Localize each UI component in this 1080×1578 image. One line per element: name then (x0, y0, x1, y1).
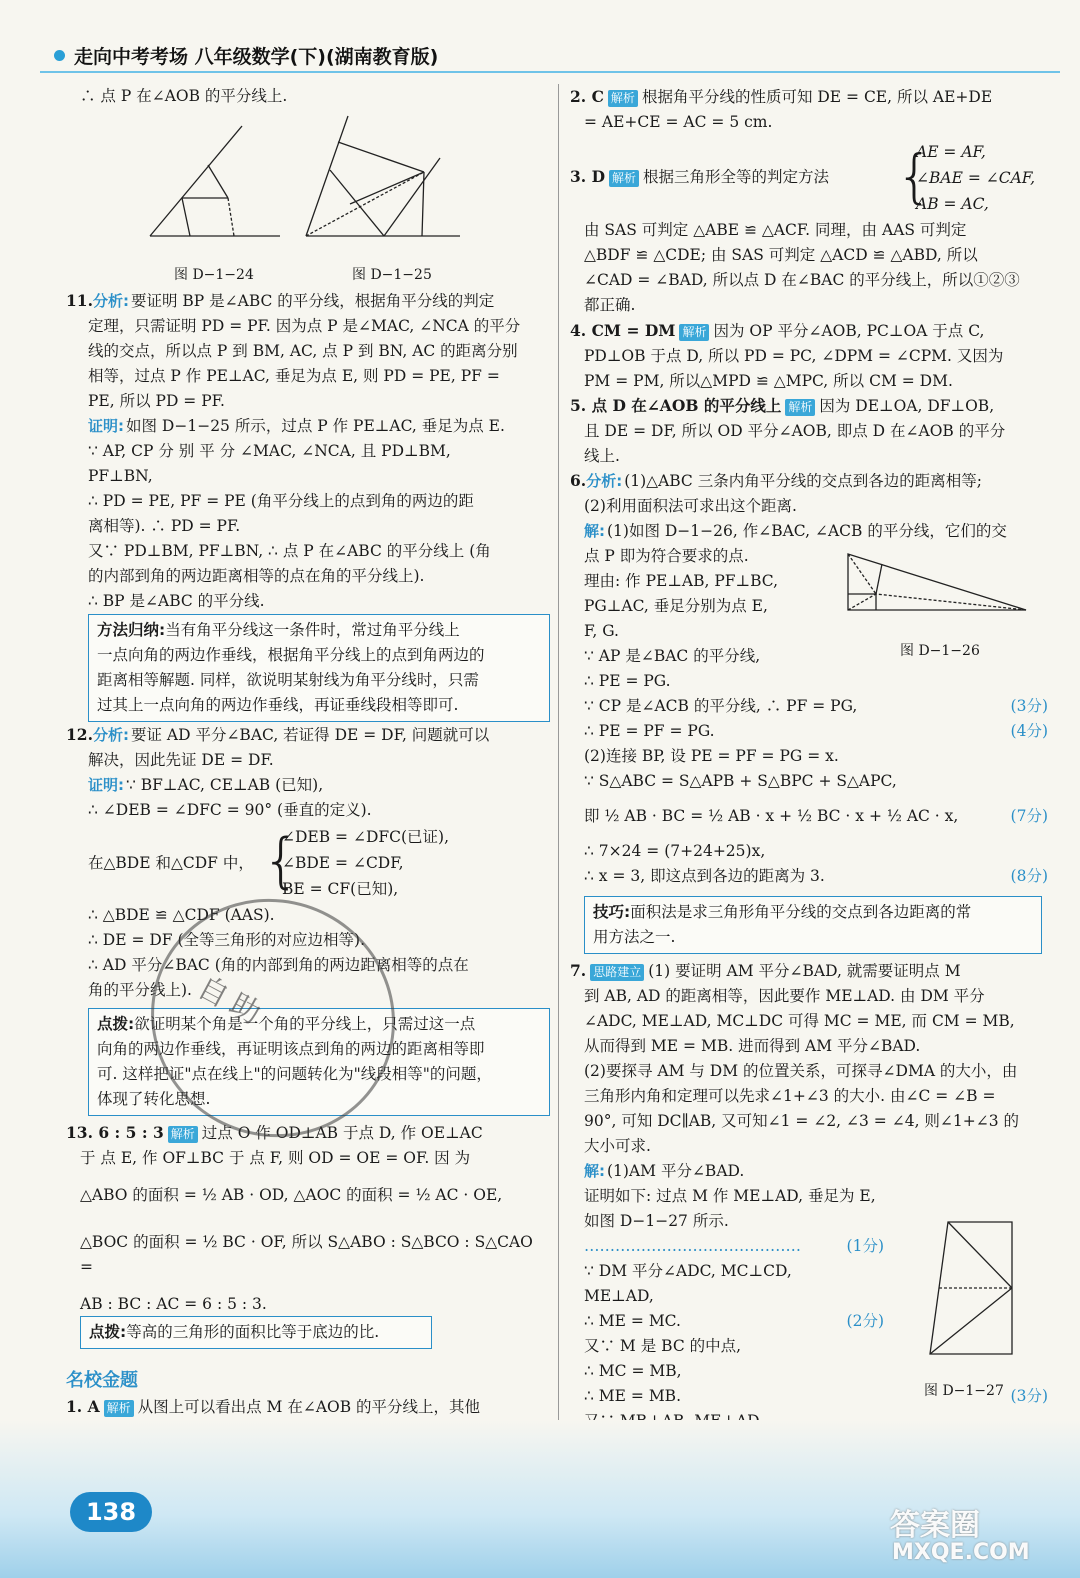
problem-answer: 1. A (66, 1397, 100, 1416)
text-line: △BDF ≌ △CDE; 由 SAS 可判定 △ACD ≌ △ABD, 所以 (584, 246, 978, 264)
text-span: 如图 D−1−25 所示，过点 P 作 PE⊥AC, 垂足为点 E. (126, 417, 505, 435)
score-mark: (4分) (1010, 722, 1048, 740)
figure-d-1-25 (300, 110, 470, 256)
text-line: 三角形内角和定理可以先求∠1+∠3 的大小. 由∠C = ∠B = (584, 1087, 996, 1105)
text-line: 且 DE = DF, 所以 OD 平分∠AOB, 即点 D 在∠AOB 的平分 (584, 422, 1006, 440)
text-span: 过点 O 作 OD⊥AB 于点 D, 作 OE⊥AC (201, 1124, 483, 1142)
text-span: 根据角平分线的性质可知 DE = CE, 所以 AE+DE (641, 88, 993, 106)
text-line (570, 1159, 1048, 1184)
text-line (570, 958, 1048, 984)
text-line: ∴ DE = DF (全等三角形的对应边相等). (88, 931, 366, 949)
text-line: △BOC 的面积 = ½ BC · OF, 所以 S△ABO : S△BCO : S△CAO = (80, 1233, 533, 1276)
box-title: 技巧: (593, 903, 631, 921)
analysis-tag: 分析: (92, 726, 129, 744)
analysis-tag: 分析: (92, 292, 129, 310)
score-mark: (1分) (846, 1237, 884, 1255)
watermark-url: MXQE.COM (892, 1540, 1030, 1565)
idea-tag: 思路建立 (590, 964, 644, 981)
text-line (570, 719, 1048, 744)
text-span: 等高的三角形的面积比等于底边的比. (126, 1323, 380, 1341)
brace-icon: { (896, 142, 933, 210)
brace-icon: { (262, 826, 301, 896)
text-line (570, 1234, 884, 1259)
problem-11 (66, 288, 548, 614)
text-line: PG⊥AC, 垂足分别为点 E, (584, 597, 768, 615)
box-title: 点拨: (97, 1015, 135, 1033)
technique-box (584, 896, 1042, 954)
text-line: 的内部到角的两边距离相等的点在角的平分线上). (88, 567, 425, 585)
explanation-tag: 解析 (785, 399, 815, 416)
score-mark: (2分) (846, 1312, 884, 1330)
text-line (89, 1320, 423, 1345)
text-line (66, 773, 548, 798)
problem-4 (570, 318, 1048, 394)
text-span: AB = AC, (916, 195, 989, 213)
text-line: (2)连接 BP, 设 PE = PF = PG = x. (584, 747, 839, 765)
stamp-text: 自助 (191, 969, 272, 1035)
text-line: 解决，因此先证 DE = DF. (88, 751, 274, 769)
text-span: ∴ x = 3, 即这点到各边的距离为 3. (584, 867, 825, 885)
text-span: 面积法是求三角形角平分线的交点到各边距离的常 (630, 903, 972, 921)
text-span: (1) 要证明 AM 平分∠BAD, 就需要证明点 M (648, 962, 961, 980)
text-line: 大小可求. (584, 1137, 651, 1155)
text-line: 离相等). ∴ PD = PF. (88, 517, 241, 535)
text-line: = AE+CE = AC = 5 cm. (584, 113, 773, 131)
text-line: 又∵ M 是 BC 的中点, (584, 1337, 742, 1355)
text-line: ∵ AP 是∠BAC 的平分线, (584, 647, 761, 665)
text-line: 从而得到 ME = MB. 进而得到 AM 平分∠BAD. (584, 1037, 921, 1055)
text-line: AB : BC : AC = 6 : 5 : 3. (80, 1295, 267, 1313)
figure-caption: 图 D−1−26 (900, 643, 980, 659)
text-line: 角的平分线上). (88, 981, 192, 999)
text-line: 定理，只需证明 PD = PF. 因为点 P 是∠MAC, ∠NCA 的平分 (88, 317, 521, 335)
figure-d-1-27 (918, 1214, 1028, 1364)
text-span: 即 ½ AB · BC = ½ AB · x + ½ BC · x + ½ AC · x, (584, 807, 959, 825)
text-line: PD⊥OB 于点 D, 所以 PD = PC, ∠DPM = ∠CPM. 又因为 (584, 347, 1004, 365)
text-span: ∴ PE = PF = PG. (584, 722, 715, 740)
text-span: 要证 AD 平分∠BAC, 若证得 DE = DF, 问题就可以 (130, 726, 490, 744)
text-line: 如图 D−1−27 所示. (584, 1212, 729, 1230)
problem-answer: 3. D (570, 167, 606, 186)
text-line (570, 318, 1048, 344)
text-line (66, 722, 548, 748)
score-mark: (7分) (1010, 807, 1048, 825)
text-line (570, 393, 1048, 419)
text-line: 用方法之一. (593, 928, 676, 946)
text-line: PF⊥BN, (88, 467, 153, 485)
text-span: 当有角平分线这一条件时，常过角平分线上 (165, 621, 460, 639)
method-summary-box (88, 614, 550, 722)
explanation-tag: 解析 (609, 170, 639, 187)
explanation-tag: 解析 (679, 324, 709, 341)
score-mark: (3分) (1010, 1387, 1048, 1405)
text-line: (2)要探寻 AM 与 DM 的位置关系，可探寻∠DMA 的大小，由 (584, 1062, 1018, 1080)
score-mark: (3分) (1010, 697, 1048, 715)
text-line (570, 694, 1048, 719)
text-span: ∴ ME = MB. (584, 1387, 682, 1405)
text-line: ∴ PD = PE, PF = PE (角平分线上的点到角的两边的距 (88, 492, 474, 510)
problem-number: 12. (66, 725, 93, 744)
text-line: ∵ S△ABC = S△APB + S△BPC + S△APC, (584, 772, 897, 790)
text-line (97, 618, 541, 643)
figure-caption: 图 D−1−25 (352, 267, 432, 283)
explanation-tag: 解析 (168, 1126, 198, 1143)
text-span: 在△BDE 和△CDF 中， (88, 854, 254, 872)
text-line: 体现了转化思想. (97, 1090, 211, 1108)
text-span: 欲证明某个角是一个角的平分线上，只需过这一点 (134, 1015, 476, 1033)
text-line: 90°, 可知 DC∥AB, 又可知∠1 = ∠2, ∠3 = ∠4, 则∠1+∠3 的 (584, 1112, 1020, 1130)
text-span: 因为 OP 平分∠AOB, PC⊥OA 于点 C, (713, 322, 985, 340)
problem-answer: 4. CM = DM (570, 321, 676, 340)
text-line: 过其上一点向角的两边作垂线，再证垂线段相等即可. (97, 696, 459, 714)
text-line: 证明如下: 过点 M 作 ME⊥AD, 垂足为 E, (584, 1187, 876, 1205)
problem-5 (570, 393, 1048, 469)
text-line (66, 1394, 548, 1420)
text-span: BE = CF(已知), (282, 880, 399, 898)
text-line: ∴ BP 是∠ABC 的平分线. (88, 592, 265, 610)
text-line: 可. 这样把证"点在线上"的问题转化为"线段相等"的问题， (97, 1065, 492, 1083)
text-span: ∴ ME = MC. (584, 1312, 681, 1330)
text-line: 距离相等解题. 同样，欲说明某射线为角平分线时，只需 (97, 671, 479, 689)
box-title: 点拨: (89, 1323, 127, 1341)
text-span: 要证明 BP 是∠ABC 的平分线，根据角平分线的判定 (130, 292, 495, 310)
text-span: AE = AF, (916, 143, 986, 161)
text-line: ME⊥AD, (584, 1287, 654, 1305)
problem-3 (570, 140, 1048, 318)
problem-number: 6. (570, 471, 587, 490)
text-line: ∴ AD 平分∠BAC (角的内部到角的两边距离相等的点在 (88, 956, 469, 974)
header-rule (40, 71, 1060, 73)
text-line: △ABO 的面积 = ½ AB · OD, △AOC 的面积 = ½ AC · OE, (80, 1186, 503, 1204)
text-line (570, 164, 829, 190)
text-line: ∠CAD = ∠BAD, 所以点 D 在∠BAC 的平分线上，所以①②③ (584, 271, 1020, 289)
text-line: 线上. (584, 447, 620, 465)
text-line: ∴ PE = PG. (584, 672, 671, 690)
problem-number: 11. (66, 291, 93, 310)
score-mark: (8分) (1010, 867, 1048, 885)
text-span: 根据三角形全等的判定方法 (643, 168, 830, 186)
text-line: ∴ △BDE ≌ △CDF (AAS). (88, 906, 275, 924)
text-span: ∵ CP 是∠ACB 的平分线, ∴ PF = PG, (584, 697, 858, 715)
text-span: ∵ BF⊥AC, CE⊥AB (已知), (126, 776, 324, 794)
explanation-tag: 解析 (608, 90, 638, 107)
text-line: ∵ DM 平分∠ADC, MC⊥CD, (584, 1262, 792, 1280)
text-line (570, 1309, 884, 1334)
text-span: 因为 DE⊥OA, DF⊥OB, (819, 397, 995, 415)
proof-tag: 证明: (88, 776, 124, 794)
text-line: 都正确. (584, 296, 636, 314)
text-line: 点 P 即为符合要求的点. (584, 547, 749, 565)
text-span: ∠DEB = ∠DFC(已证), (282, 828, 450, 846)
column-divider (558, 84, 559, 1454)
text-line (570, 519, 1048, 544)
text-line (570, 804, 1048, 829)
problem-2 (570, 84, 1048, 135)
proof-tag: 证明: (88, 417, 124, 435)
text-span: 从图上可以看出点 M 在∠AOB 的平分线上，其他 (137, 1398, 481, 1416)
page-header (40, 38, 1040, 74)
section-heading: 名校金题 (66, 1370, 138, 1391)
leader-dots: …………………………………… (584, 1237, 801, 1255)
text-line: 向角的两边作垂线，再证明该点到角的两边的距离相等即 (97, 1040, 485, 1058)
problem-6 (570, 468, 1048, 889)
text-line: 线的交点，所以点 P 到 BM, AC, 点 P 到 BN, AC 的距离分别 (88, 342, 518, 360)
text-line: PE, 所以 PD = PF. (88, 392, 225, 410)
text-line: ∴ 7×24 = (7+24+25)x, (584, 842, 766, 860)
problem-answer: 2. C (570, 87, 604, 106)
text-line: ∵ AP, CP 分 别 平 分 ∠MAC, ∠NCA, 且 PD⊥BM, (88, 442, 451, 460)
text-line: ∴ MC = MB, (584, 1362, 682, 1380)
figure-d-1-24 (130, 114, 290, 254)
text-line: ∴ ∠DEB = ∠DFC = 90° (垂直的定义). (88, 801, 372, 819)
text-span: ∠BAE = ∠CAF, (916, 169, 1036, 187)
tip-box (80, 1316, 432, 1349)
watermark-logo: 答案圈 (890, 1508, 980, 1543)
text-line: 到 AB, AD 的距离相等，因此要作 ME⊥AD. 由 DM 平分 (584, 987, 985, 1005)
explanation-tag: 解析 (104, 1400, 134, 1417)
text-span: ∠BDE = ∠CDF, (282, 854, 404, 872)
text-line: PM = PM, 所以△MPD ≌ △MPC, 所以 CM = DM. (584, 372, 953, 390)
system-of-conditions (66, 823, 548, 903)
text-line (593, 900, 1033, 925)
figure-d-1-26 (832, 544, 1032, 624)
problem-3-header (570, 140, 1048, 218)
problem-answer: 5. 点 D 在∠AOB 的平分线上 (570, 396, 782, 415)
text-span: (1)AM 平分∠BAD. (607, 1162, 745, 1180)
text-line: 于 点 E, 作 OF⊥BC 于 点 F, 则 OD = OE = OF. 因 为 (80, 1149, 471, 1167)
solution-tag: 解: (584, 522, 605, 540)
text-line (66, 288, 548, 314)
problem-number: 7. (570, 961, 587, 980)
box-title: 方法归纳: (97, 621, 166, 639)
text-line: 由 SAS 可判定 △ABE ≌ △ACF. 同理，由 AAS 可判定 (584, 221, 967, 239)
text-line (66, 414, 548, 439)
figure-caption: 图 D−1−24 (174, 267, 254, 283)
solution-tag: 解: (584, 1162, 605, 1180)
figure-caption: 图 D−1−27 (924, 1383, 1004, 1399)
text-line: 一点向角的两边作垂线，根据角平分线上的点到角两边的 (97, 646, 485, 664)
problem-13 (66, 1120, 548, 1317)
page-number: 138 (70, 1492, 152, 1532)
header-title: 走向中考考场 八年级数学(下)(湖南教育版) (74, 46, 439, 68)
text-line (570, 864, 1048, 889)
text-line: 理由: 作 PE⊥AB, PF⊥BC, (584, 572, 779, 590)
text-line: ∠ADC, ME⊥AD, MC⊥DC 可得 MC = ME, 而 CM = MB, (584, 1012, 1015, 1030)
text-span: (1)如图 D−1−26, 作∠BAC, ∠ACB 的平分线，它们的交 (607, 522, 1007, 540)
text-line (570, 84, 1048, 110)
text-line: F, G. (584, 622, 619, 640)
header-bullet-icon (54, 50, 65, 61)
text-line (570, 468, 1048, 494)
analysis-tag: 分析: (586, 472, 623, 490)
text-line: 又∵ PD⊥BM, PF⊥BN, ∴ 点 P 在∠ABC 的平分线上 (角 (88, 542, 491, 560)
text-line: ∴ 点 P 在∠AOB 的平分线上. (80, 87, 288, 105)
text-line: (2)利用面积法可求出这个距离. (584, 497, 797, 515)
text-span: (1)△ABC 三条内角平分线的交点到各边的距离相等; (624, 472, 982, 490)
text-line: 相等，过点 P 作 PE⊥AC, 垂足为点 E, 则 PD = PE, PF = (88, 367, 500, 385)
problem-answer: 13. 6 : 5 : 3 (66, 1123, 164, 1142)
